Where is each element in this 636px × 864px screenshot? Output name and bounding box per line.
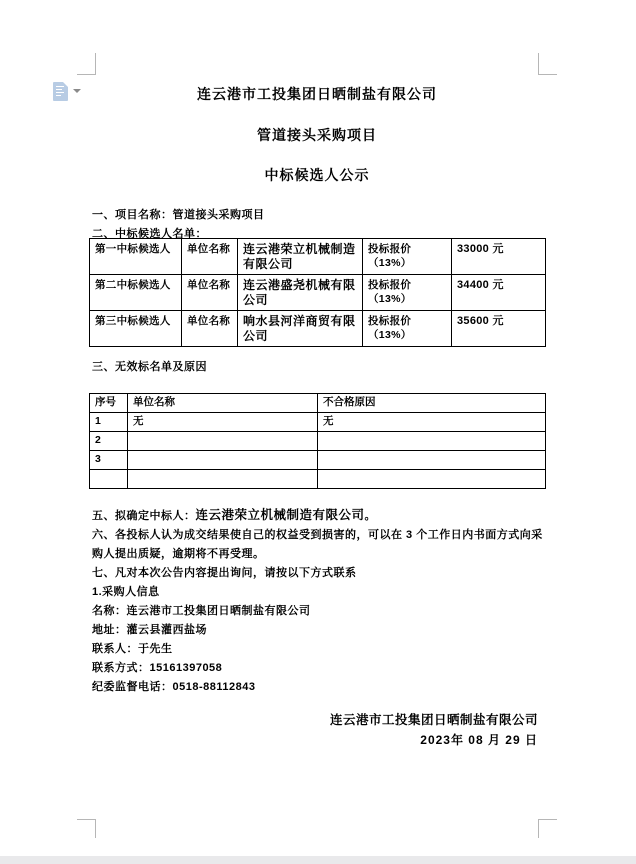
winner-company: 连云港荣立机械制造有限公司 xyxy=(195,508,365,522)
body-paragraphs xyxy=(92,506,544,697)
crop-mark-bottom-left xyxy=(77,819,96,838)
name-label: 单位名称 xyxy=(182,239,238,275)
table-row xyxy=(90,470,546,489)
paste-options-button[interactable] xyxy=(51,80,83,104)
section-invalid-heading: 三、无效标名单及原因 xyxy=(92,361,207,373)
table-row xyxy=(90,311,546,347)
candidate-rank: 第三中标候选人 xyxy=(90,311,182,347)
page-bottom-gap xyxy=(0,856,636,864)
crop-mark-top-right xyxy=(538,53,557,75)
clipboard-paste-icon xyxy=(53,82,68,101)
chevron-down-icon xyxy=(73,89,81,93)
crop-mark-top-left xyxy=(77,53,96,75)
section-candidates-heading: 二、中标候选人名单： xyxy=(92,228,207,240)
col-header-company: 单位名称 xyxy=(128,394,318,413)
contact-supervision: 纪委监督电话：0518-88112843 xyxy=(92,681,256,693)
table-row xyxy=(90,275,546,311)
candidate-rank: 第一中标候选人 xyxy=(90,239,182,275)
candidate-company: 连云港荣立机械制造有限公司 xyxy=(238,239,363,275)
row-company: 无 xyxy=(128,413,318,432)
invalid-bids-table xyxy=(89,393,546,489)
title-company: 连云港市工投集团日晒制盐有限公司 xyxy=(197,86,437,102)
row-index: 1 xyxy=(90,413,128,432)
row-reason: 无 xyxy=(318,413,546,432)
contact-phone: 联系方式：15161397058 xyxy=(92,662,223,674)
candidate-company: 响水县河洋商贸有限公司 xyxy=(238,311,363,347)
price-label: 投标报价（13%） xyxy=(363,239,452,275)
section-project-name: 一、项目名称：管道接头采购项目 xyxy=(92,209,265,221)
row-reason xyxy=(318,451,546,470)
signature-block xyxy=(96,710,538,750)
row-index: 3 xyxy=(90,451,128,470)
signature-date: 2023年 08 月 29 日 xyxy=(420,733,538,747)
title-announcement: 中标候选人公示 xyxy=(264,167,370,183)
section-winner xyxy=(92,506,544,526)
row-company xyxy=(128,451,318,470)
name-label: 单位名称 xyxy=(182,311,238,347)
section-contact-intro: 七、凡对本次公告内容提出询问，请按以下方式联系 xyxy=(92,567,357,579)
table-row xyxy=(90,432,546,451)
contact-address: 地址：灌云县灌西盐场 xyxy=(92,624,207,636)
table-row xyxy=(90,451,546,470)
price-label: 投标报价（13%） xyxy=(363,311,452,347)
candidate-price: 35600 元 xyxy=(452,311,546,347)
candidate-price: 33000 元 xyxy=(452,239,546,275)
table-header-row xyxy=(90,394,546,413)
candidate-price: 34400 元 xyxy=(452,275,546,311)
row-index: 2 xyxy=(90,432,128,451)
signature-company: 连云港市工投集团日晒制盐有限公司 xyxy=(329,713,538,727)
table-row xyxy=(90,413,546,432)
col-header-reason: 不合格原因 xyxy=(318,394,546,413)
section-objection: 六、各投标人认为成交结果使自己的权益受到损害的，可以在 3 个工作日内书面方式向采购人提出质疑，逾期将不再受理。 xyxy=(92,529,543,560)
candidates-table xyxy=(89,238,546,347)
candidate-rank: 第二中标候选人 xyxy=(90,275,182,311)
col-header-index: 序号 xyxy=(90,394,128,413)
contact-name: 名称：连云港市工投集团日晒制盐有限公司 xyxy=(92,605,311,617)
name-label: 单位名称 xyxy=(182,275,238,311)
title-project: 管道接头采购项目 xyxy=(257,127,377,143)
price-label: 投标报价（13%） xyxy=(363,275,452,311)
row-company xyxy=(128,432,318,451)
row-index xyxy=(90,470,128,489)
row-reason xyxy=(318,432,546,451)
candidate-company: 连云港盛尧机械有限公司 xyxy=(238,275,363,311)
contact-heading: 1.采购人信息 xyxy=(92,586,160,598)
row-company xyxy=(128,470,318,489)
winner-prefix: 五、拟确定中标人： xyxy=(92,510,196,522)
row-reason xyxy=(318,470,546,489)
table-row xyxy=(90,239,546,275)
winner-suffix: 。 xyxy=(364,510,377,522)
contact-person: 联系人：于先生 xyxy=(92,643,173,655)
crop-mark-bottom-right xyxy=(538,819,557,838)
